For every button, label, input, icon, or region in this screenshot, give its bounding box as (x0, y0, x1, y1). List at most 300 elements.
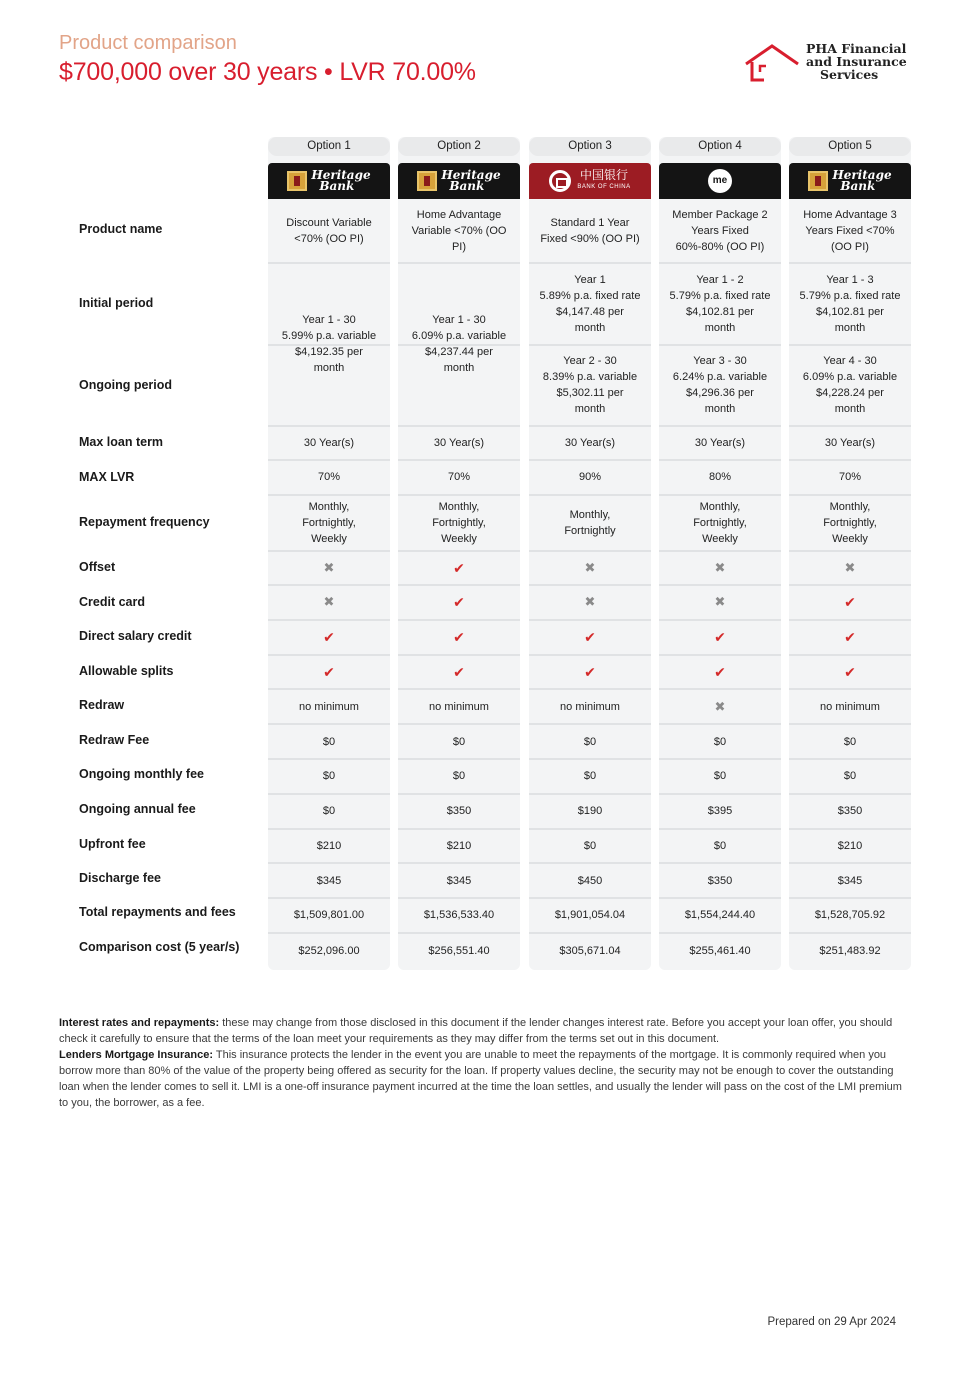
cell-repayment-frequency (529, 496, 651, 550)
cell-value: $0 (583, 770, 597, 782)
cell-value: $210 (837, 840, 863, 852)
cell-line: Weekly (832, 533, 868, 545)
cross-icon: ✖ (584, 594, 596, 609)
cell-redraw (268, 689, 390, 724)
cell-lines (803, 207, 897, 255)
logo-text-line2: BANK OF CHINA (577, 184, 631, 190)
cell-line: 5.79% p.a. fixed rate (669, 290, 771, 302)
cell-value: $350 (707, 874, 733, 887)
cell-redraw (789, 689, 911, 724)
me-bank-logo (659, 163, 781, 199)
cell-line: Home Advantage (416, 209, 502, 221)
brand-logo (742, 40, 922, 84)
cell-redraw (529, 689, 651, 724)
cell-value: $1,554,244.40 (684, 909, 756, 921)
cell-value: $0 (452, 736, 466, 748)
cell-line: Discount Variable (286, 217, 372, 229)
heritage-badge-icon (287, 171, 307, 191)
row-label-allowable-splits: Allowable splits (79, 664, 174, 678)
option-label: Option 3 (529, 137, 651, 156)
logo-text-line1: Heritage (832, 168, 892, 182)
cell-value: $1,901,054.04 (554, 909, 626, 921)
logo-text-line2: Bank (840, 179, 876, 193)
row-label-ongoing-annual-fee: Ongoing annual fee (79, 802, 196, 816)
cell-value: $350 (837, 805, 863, 817)
option-header (268, 137, 390, 199)
cell-line: Year 4 - 30 (823, 355, 877, 367)
row-label-offset: Offset (79, 560, 116, 574)
logo-text-line1: Heritage (311, 168, 371, 182)
cell-line: month (574, 403, 606, 415)
cell-ongoing-period (659, 346, 781, 424)
cell-comparison-cost (789, 933, 911, 968)
cell-ongoing-monthly-fee (529, 759, 651, 793)
cell-line: month (704, 403, 736, 415)
cell-total-repayments (789, 898, 911, 932)
cell-line: 5.89% p.a. fixed rate (539, 290, 641, 302)
cell-value: $256,551.40 (428, 944, 490, 957)
cell-max-lvr (789, 460, 911, 494)
row-label-total-repayments: Total repayments and fees (79, 905, 236, 919)
cell-offset (529, 551, 651, 584)
cell-offset (789, 551, 911, 584)
cell-direct-salary-credit (398, 620, 520, 654)
cell-lines (564, 507, 615, 539)
cell-total-repayments (268, 898, 390, 932)
cell-max-loan-term (268, 426, 390, 459)
cell-product-name (659, 200, 781, 262)
cell-line: Home Advantage 3 (803, 209, 897, 221)
cell-value: $252,096.00 (298, 944, 360, 957)
footnote (59, 1015, 909, 1111)
cell-value: no minimum (429, 700, 489, 713)
cell-line: 8.39% p.a. variable (542, 371, 638, 383)
cell-line: PI) (451, 241, 467, 253)
heritage-bank-mark (808, 170, 891, 192)
option-label: Option 4 (659, 137, 781, 156)
cell-direct-salary-credit (268, 620, 390, 654)
row-label-redraw-fee: Redraw Fee (79, 733, 150, 747)
cell-line: Monthly, (308, 501, 350, 513)
cell-line: month (313, 362, 345, 374)
cell-ongoing-annual-fee (268, 794, 390, 828)
cell-comparison-cost (529, 933, 651, 968)
cell-line: Monthly, (699, 501, 741, 513)
cell-lines (412, 312, 506, 376)
cell-comparison-cost (659, 933, 781, 968)
cell-discharge-fee (659, 863, 781, 898)
cell-credit-card (659, 585, 781, 619)
cell-line: Weekly (311, 533, 347, 545)
cell-allowable-splits (398, 655, 520, 688)
cell-value: 30 Year(s) (433, 436, 485, 449)
cell-ongoing-annual-fee (789, 794, 911, 828)
cross-icon: ✖ (714, 559, 726, 575)
cell-line: Fortnightly (564, 525, 616, 537)
cell-total-repayments (659, 898, 781, 932)
cell-product-name (398, 200, 520, 262)
cell-max-loan-term (659, 426, 781, 459)
cell-initial-period (659, 264, 781, 344)
cell-value: $0 (843, 770, 857, 782)
check-icon: ✔ (453, 594, 465, 610)
cell-ongoing-monthly-fee (789, 759, 911, 793)
cell-value: $0 (843, 736, 857, 748)
cell-line: Year 1 - 30 (432, 314, 486, 326)
cell-redraw (398, 689, 520, 724)
brand-name-line1: PHA Financial (806, 41, 907, 56)
cell-line: Monthly, (569, 509, 611, 521)
cell-redraw-fee (268, 725, 390, 759)
cell-discharge-fee (529, 863, 651, 898)
cell-offset (268, 551, 390, 584)
check-icon: ✔ (453, 663, 465, 680)
option-label: Option 1 (268, 137, 390, 156)
cross-icon: ✖ (714, 594, 726, 609)
cell-period (398, 264, 520, 424)
cell-lines (670, 272, 771, 336)
footnote-rates-heading: Interest rates and repayments: (59, 1017, 220, 1029)
cell-value: $1,528,705.92 (814, 909, 886, 921)
cell-value: $0 (452, 770, 466, 782)
heritage-bank-logo (268, 163, 390, 199)
cell-product-name (789, 200, 911, 262)
check-icon: ✔ (844, 663, 856, 680)
cell-product-name (529, 200, 651, 262)
cell-lines (540, 272, 641, 336)
cell-value: 90% (578, 471, 602, 483)
cell-line: 60%-80% (OO PI) (675, 241, 765, 253)
cell-line: Year 1 - 30 (302, 314, 356, 326)
cell-line: Monthly, (829, 501, 871, 513)
cell-redraw-fee (789, 725, 911, 759)
row-label-max-lvr: MAX LVR (79, 470, 135, 484)
cell-value: $1,536,533.40 (423, 909, 495, 921)
cell-ongoing-period (529, 346, 651, 424)
cell-line: $4,237.44 per (425, 346, 493, 358)
cell-lines (673, 353, 767, 417)
cell-max-lvr (268, 460, 390, 494)
logo-text-line2: Bank (319, 179, 355, 193)
cell-line: Monthly, (438, 501, 480, 513)
option-header (659, 137, 781, 199)
check-icon: ✔ (453, 629, 465, 645)
cell-line: month (574, 322, 606, 334)
page-subtitle: Product comparison (59, 32, 237, 54)
cross-icon: ✖ (714, 698, 726, 714)
cell-redraw (659, 689, 781, 724)
cell-initial-period (529, 264, 651, 344)
cell-line: $4,102.81 per (686, 306, 754, 318)
cell-line: Years Fixed <70% (805, 225, 895, 237)
cell-lines (543, 353, 637, 417)
cell-repayment-frequency (659, 496, 781, 550)
check-icon: ✔ (453, 559, 465, 576)
cell-line: <70% (OO PI) (294, 233, 364, 245)
cell-lines (540, 215, 639, 247)
cell-value: 30 Year(s) (564, 436, 616, 449)
cell-redraw-fee (529, 725, 651, 759)
cell-value: $255,461.40 (689, 944, 751, 957)
cell-value: $345 (316, 874, 342, 887)
cell-lines (432, 499, 486, 547)
cell-line: 6.09% p.a. variable (802, 371, 898, 383)
cell-value: $0 (583, 840, 597, 852)
option-label: Option 2 (398, 137, 520, 156)
cell-value: 70% (838, 471, 862, 483)
cell-value: $345 (837, 874, 863, 887)
cell-discharge-fee (268, 863, 390, 898)
cell-value: $251,483.92 (819, 944, 881, 957)
cell-credit-card (529, 585, 651, 619)
footnote-lmi-heading: Lenders Mortgage Insurance: (59, 1049, 214, 1061)
option-header (529, 137, 651, 199)
heritage-bank-wordmark (832, 170, 891, 192)
heritage-bank-wordmark (441, 170, 500, 192)
cell-upfront-fee (789, 829, 911, 863)
cell-repayment-frequency (789, 496, 911, 550)
cell-lines (282, 312, 376, 376)
cell-line: Fixed <90% (OO PI) (540, 233, 640, 245)
row-label-initial-period: Initial period (79, 296, 154, 310)
cell-line: Fortnightly, (823, 517, 877, 529)
cell-initial-period (789, 264, 911, 344)
cell-line: Weekly (702, 533, 738, 545)
footnote-rates-text: these may change from those disclosed in this document if the lender changes interest rate. Before you accept your loan offer, you should check it carefully to ensure that the terms of the loan meet your requirements as they may differ from the terms set out in this document. (59, 1017, 893, 1045)
row-label-redraw: Redraw (79, 698, 125, 712)
cross-icon: ✖ (844, 559, 856, 575)
cell-lines (286, 215, 371, 247)
heritage-bank-wordmark (311, 170, 370, 192)
cell-max-loan-term (529, 426, 651, 459)
cell-line: 6.24% p.a. variable (672, 371, 768, 383)
cell-allowable-splits (659, 655, 781, 688)
cell-upfront-fee (529, 829, 651, 863)
check-icon: ✔ (584, 663, 596, 680)
cell-total-repayments (529, 898, 651, 932)
row-label-repayment-frequency: Repayment frequency (79, 515, 210, 529)
cell-value: $350 (446, 805, 472, 817)
cell-allowable-splits (529, 655, 651, 688)
cell-upfront-fee (659, 829, 781, 863)
row-label-product-name: Product name (79, 222, 163, 236)
cell-line: 5.99% p.a. variable (281, 330, 377, 342)
cell-value: $0 (713, 736, 727, 748)
cell-ongoing-monthly-fee (398, 759, 520, 793)
check-icon: ✔ (323, 629, 335, 645)
cell-value: $305,671.04 (559, 944, 621, 957)
cell-line: Year 3 - 30 (693, 355, 747, 367)
cell-ongoing-annual-fee (529, 794, 651, 828)
cell-line: Fortnightly, (432, 517, 486, 529)
cell-value: 30 Year(s) (694, 436, 746, 449)
cell-value: $0 (713, 840, 727, 852)
page-title: $700,000 over 30 years • LVR 70.00% (59, 58, 476, 86)
cell-value: 30 Year(s) (303, 436, 355, 449)
cell-line: $4,102.81 per (816, 306, 884, 318)
cell-line: $4,296.36 per (686, 387, 754, 399)
cell-value: 70% (317, 471, 341, 483)
cell-line: $4,192.35 per (295, 346, 363, 358)
cell-value: no minimum (560, 700, 620, 713)
cell-ongoing-annual-fee (398, 794, 520, 828)
row-label-discharge-fee: Discharge fee (79, 871, 161, 885)
cell-line: Weekly (441, 533, 477, 545)
bank-of-china-wordmark (577, 169, 630, 193)
cell-line: Year 1 - 2 (696, 274, 744, 286)
cell-upfront-fee (268, 829, 390, 863)
cell-value: $190 (577, 805, 603, 817)
cell-value: 30 Year(s) (824, 436, 876, 449)
heritage-bank-mark (287, 170, 370, 192)
row-label-credit-card: Credit card (79, 595, 145, 609)
cell-lines (302, 499, 356, 547)
brand-name-line2: and Insurance (806, 54, 907, 69)
cell-line: $5,302.11 per (556, 387, 624, 399)
cell-value: $450 (577, 874, 603, 887)
cell-value: 80% (708, 471, 732, 483)
heritage-bank-logo (789, 163, 911, 199)
cell-value: $0 (713, 770, 727, 782)
row-label-ongoing-period: Ongoing period (79, 378, 173, 392)
cell-lines (693, 499, 747, 547)
cell-value: $0 (322, 736, 336, 748)
footnote-lmi-text: This insurance protects the lender in the event you are unable to meet the repayments of the mortgage. It is commonly required when you borrow more than 80% of the value of the property being offered as security for the loan. If property values decline, the security may not be enough to cover the outstanding loan when the lender comes to sell it. LMI is a one-off insurance payment incurred at the time the loan settles, and usually the lender will pass on the cost of the LMI premium to you, the borrower, as a fee. (59, 1049, 902, 1109)
cell-product-name (268, 200, 390, 262)
heritage-badge-icon (808, 171, 828, 191)
cell-value: $1,509,801.00 (293, 909, 365, 921)
cell-value: $0 (583, 736, 597, 748)
cell-value: $345 (446, 874, 472, 887)
cell-discharge-fee (789, 863, 911, 898)
brand-name-line3: Services (820, 67, 879, 82)
logo-text-line2: Bank (449, 179, 485, 193)
cell-line: 5.79% p.a. fixed rate (799, 290, 901, 302)
cell-line: 6.09% p.a. variable (411, 330, 507, 342)
cell-direct-salary-credit (659, 620, 781, 654)
cell-line: Year 1 (574, 274, 606, 286)
check-icon: ✔ (323, 663, 335, 680)
prepared-date: Prepared on 29 Apr 2024 (767, 1316, 896, 1328)
row-label-direct-salary-credit: Direct salary credit (79, 629, 192, 643)
cell-allowable-splits (789, 655, 911, 688)
cell-value: no minimum (820, 700, 880, 713)
cell-credit-card (789, 585, 911, 619)
heritage-badge-icon (417, 171, 437, 191)
cell-total-repayments (398, 898, 520, 932)
cell-max-loan-term (789, 426, 911, 459)
cell-line: Standard 1 Year (550, 217, 630, 229)
cell-value: $0 (322, 770, 336, 782)
check-icon: ✔ (714, 629, 726, 645)
row-label-upfront-fee: Upfront fee (79, 837, 146, 851)
cell-direct-salary-credit (529, 620, 651, 654)
logo-text-line1: 中国银行 (579, 168, 628, 182)
cross-icon: ✖ (584, 559, 596, 575)
cell-comparison-cost (268, 933, 390, 968)
cell-line: Variable <70% (OO (411, 225, 507, 237)
row-label-comparison-cost: Comparison cost (5 year/s) (79, 940, 240, 954)
cell-max-lvr (398, 460, 520, 494)
cell-line: Year 1 - 3 (826, 274, 874, 286)
cell-line: Years Fixed (691, 225, 749, 237)
cell-line: $4,228.24 per (816, 387, 884, 399)
cell-line: month (834, 322, 866, 334)
cell-credit-card (268, 585, 390, 619)
cell-lines (412, 207, 507, 255)
cell-repayment-frequency (268, 496, 390, 550)
cell-value: $210 (316, 840, 342, 852)
me-bank-emblem: me (708, 169, 732, 193)
check-icon: ✔ (844, 629, 856, 645)
row-label-max-loan-term: Max loan term (79, 435, 164, 449)
cell-line: month (704, 322, 736, 334)
cell-ongoing-period (789, 346, 911, 424)
cell-allowable-splits (268, 655, 390, 688)
cell-credit-card (398, 585, 520, 619)
bank-of-china-emblem-icon (549, 170, 571, 192)
option-header (789, 137, 911, 199)
cell-value: $0 (322, 805, 336, 817)
cell-max-loan-term (398, 426, 520, 459)
check-icon: ✔ (844, 594, 856, 610)
bank-of-china-mark (549, 169, 630, 193)
cell-direct-salary-credit (789, 620, 911, 654)
cell-line: Fortnightly, (693, 517, 747, 529)
option-label: Option 5 (789, 137, 911, 156)
heritage-bank-logo (398, 163, 520, 199)
check-icon: ✔ (714, 663, 726, 680)
cross-icon: ✖ (323, 594, 335, 609)
row-label-ongoing-monthly-fee: Ongoing monthly fee (79, 767, 204, 781)
cell-discharge-fee (398, 863, 520, 898)
cell-line: month (443, 362, 475, 374)
cell-comparison-cost (398, 933, 520, 968)
cell-period (268, 264, 390, 424)
cell-lines (823, 499, 877, 547)
cell-offset (398, 551, 520, 584)
cell-line: month (834, 403, 866, 415)
cell-redraw-fee (659, 725, 781, 759)
cell-value: $395 (707, 805, 733, 817)
cell-max-lvr (659, 460, 781, 494)
cell-value: $210 (446, 840, 472, 852)
cell-lines (800, 272, 901, 336)
cell-ongoing-annual-fee (659, 794, 781, 828)
option-header (398, 137, 520, 199)
cell-lines (803, 353, 897, 417)
cell-lines (672, 207, 767, 255)
cell-value: 70% (447, 471, 471, 483)
cell-repayment-frequency (398, 496, 520, 550)
cross-icon: ✖ (323, 559, 335, 575)
logo-text-line1: Heritage (441, 168, 501, 182)
cell-line: Member Package 2 (672, 209, 768, 221)
bank-of-china-logo (529, 163, 651, 199)
cell-line: Year 2 - 30 (563, 355, 617, 367)
heritage-bank-mark (417, 170, 500, 192)
cell-ongoing-monthly-fee (659, 759, 781, 793)
cell-offset (659, 551, 781, 584)
cell-line: Fortnightly, (302, 517, 356, 529)
cell-line: (OO PI) (831, 241, 869, 253)
house-icon (742, 42, 802, 82)
cell-upfront-fee (398, 829, 520, 863)
cell-line: $4,147.48 per (556, 306, 624, 318)
check-icon: ✔ (584, 629, 596, 645)
cell-redraw-fee (398, 725, 520, 759)
cell-value: no minimum (299, 700, 359, 713)
